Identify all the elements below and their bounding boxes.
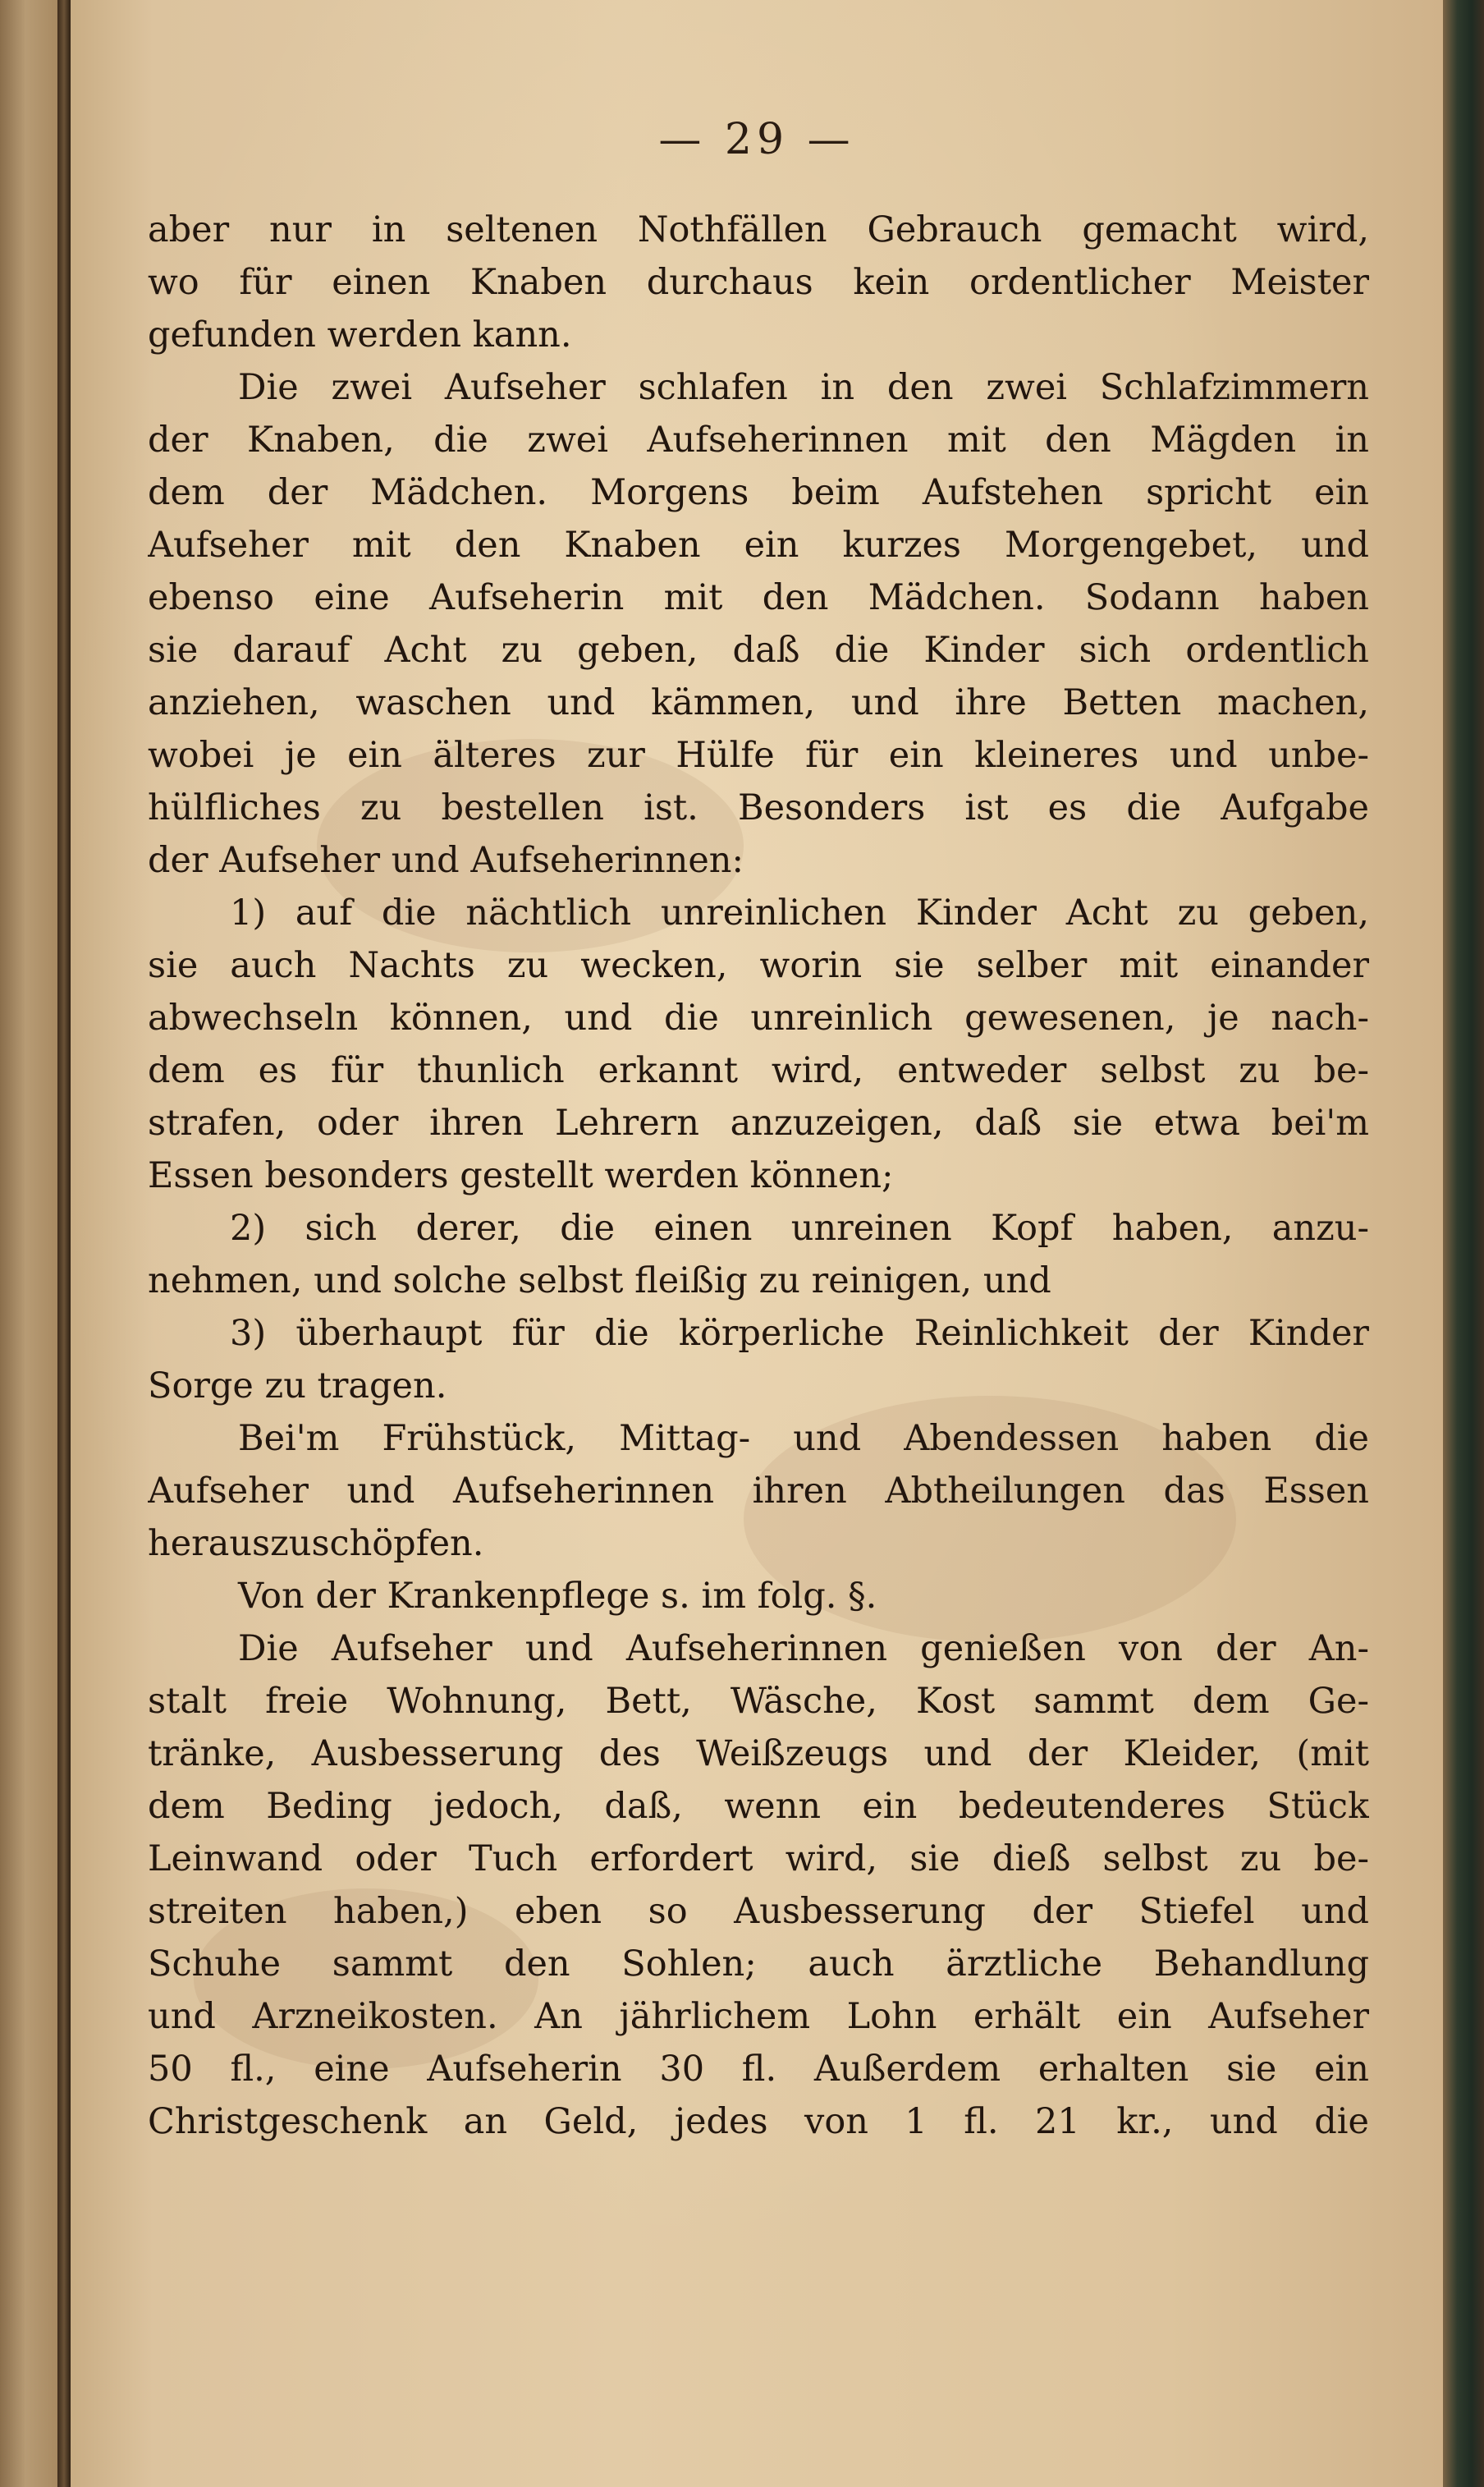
text-line: wo für einen Knaben durchaus kein ordentlicher Meister xyxy=(148,262,1369,303)
book-gutter xyxy=(57,0,71,2487)
body-text xyxy=(148,204,1369,2148)
text-line: Von der Krankenpflege s. im folg. §. xyxy=(238,1576,877,1617)
text-line: streiten haben,) eben so Ausbesserung der Stiefel und xyxy=(148,1891,1369,1932)
text-line: tränke, Ausbesserung des Weißzeugs und der Kleider, (mit xyxy=(148,1733,1369,1774)
text-line: 50 fl., eine Aufseherin 30 fl. Außerdem erhalten sie ein xyxy=(148,2049,1369,2090)
text-line: sie auch Nachts zu wecken, worin sie selber mit einander xyxy=(148,945,1369,986)
text-line: stalt freie Wohnung, Bett, Wäsche, Kost sammt dem Ge- xyxy=(148,1681,1369,1722)
text-line: 3) überhaupt für die körperliche Reinlichkeit der Kinder xyxy=(230,1313,1369,1354)
text-line: und Arzneikosten. An jährlichem Lohn erhält ein Aufseher xyxy=(148,1996,1369,2037)
text-line: dem der Mädchen. Morgens beim Aufstehen spricht ein xyxy=(148,472,1369,513)
text-line: der Knaben, die zwei Aufseherinnen mit den Mägden in xyxy=(148,420,1369,461)
text-line: Bei'm Frühstück, Mittag- und Abendessen haben die xyxy=(238,1418,1369,1459)
text-line: Sorge zu tragen. xyxy=(148,1365,447,1406)
book-page xyxy=(71,0,1443,2487)
text-line: gefunden werden kann. xyxy=(148,314,572,356)
text-line: Essen besonders gestellt werden können; xyxy=(148,1155,894,1196)
text-line: wobei je ein älteres zur Hülfe für ein kleineres und unbe- xyxy=(148,735,1369,776)
book-cover-edge xyxy=(1443,0,1484,2487)
text-line: nehmen, und solche selbst fleißig zu reinigen, und xyxy=(148,1260,1051,1301)
text-line: Aufseher und Aufseherinnen ihren Abtheilungen das Essen xyxy=(148,1471,1369,1512)
text-line: hülfliches zu bestellen ist. Besonders ist es die Aufgabe xyxy=(148,787,1369,828)
text-line: Schuhe sammt den Sohlen; auch ärztliche Behandlung xyxy=(148,1943,1369,1985)
text-line: strafen, oder ihren Lehrern anzuzeigen, daß sie etwa bei'm xyxy=(148,1103,1369,1144)
text-line: aber nur in seltenen Nothfällen Gebrauch gemacht wird, xyxy=(148,209,1369,250)
text-line: Die Aufseher und Aufseherinnen genießen von der An- xyxy=(238,1628,1369,1669)
text-line: Christgeschenk an Geld, jedes von 1 fl. 21 kr., und die xyxy=(148,2101,1369,2142)
text-line: ebenso eine Aufseherin mit den Mädchen. Sodann haben xyxy=(148,577,1369,618)
page-number: — 29 — xyxy=(658,115,855,164)
text-line: 2) sich derer, die einen unreinen Kopf haben, anzu- xyxy=(230,1208,1369,1249)
text-line: herauszuschöpfen. xyxy=(148,1523,484,1564)
text-line: Die zwei Aufseher schlafen in den zwei Schlafzimmern xyxy=(238,367,1369,408)
text-line: dem Beding jedoch, daß, wenn ein bedeutenderes Stück xyxy=(148,1786,1369,1827)
text-line: anziehen, waschen und kämmen, und ihre Betten machen, xyxy=(148,682,1369,723)
text-line: abwechseln können, und die unreinlich gewesenen, je nach- xyxy=(148,998,1369,1039)
text-line: der Aufseher und Aufseherinnen: xyxy=(148,840,744,881)
text-line: Leinwand oder Tuch erfordert wird, sie dieß selbst zu be- xyxy=(148,1838,1369,1879)
text-line: dem es für thunlich erkannt wird, entweder selbst zu be- xyxy=(148,1050,1369,1091)
previous-page-edge xyxy=(0,0,57,2487)
text-line: sie darauf Acht zu geben, daß die Kinder sich ordentlich xyxy=(148,630,1369,671)
text-line: Aufseher mit den Knaben ein kurzes Morgengebet, und xyxy=(148,525,1369,566)
text-line: 1) auf die nächtlich unreinlichen Kinder Acht zu geben, xyxy=(230,892,1369,934)
